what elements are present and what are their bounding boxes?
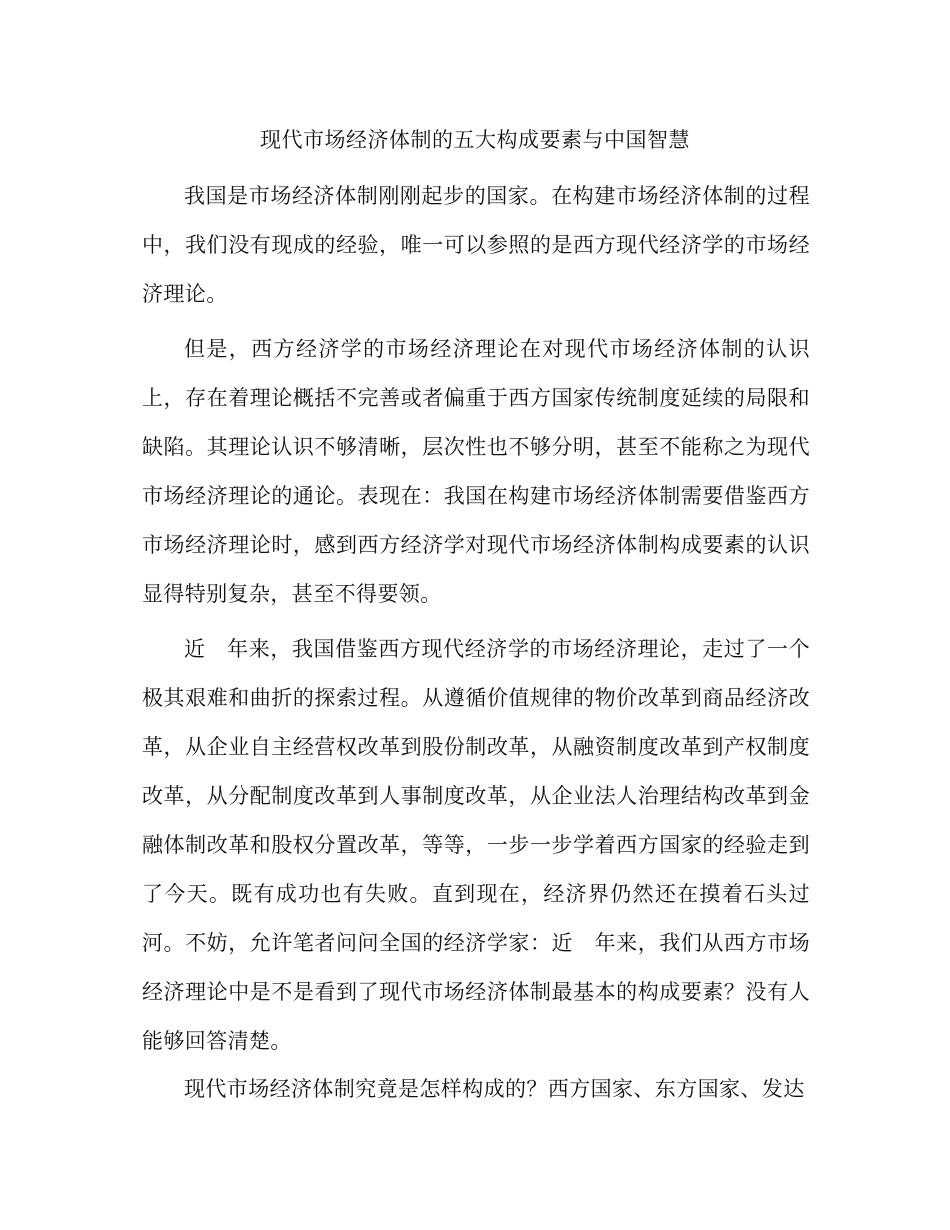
paragraph-3: 近 年来，我国借鉴西方现代经济学的市场经济理论，走过了一个极其艰难和曲折的探索过程。从遵循价值规律的物价改革到商品经济改革，从企业自主经营权改革到股份制改革，从融资制度改革到产权制度改革，从分配制度改革到人事制度改革，从企业法人治理结构改革到金融体制改革和股权分置改革，等等，一步一步学着西方国家的经验走到了今天。既有成功也有失败。直到现在，经济界仍然还在摸着石头过河。不妨，允许笔者问问全国的经济学家：近 年来，我们从西方市场经济理论中是不是看到了现代市场经济体制最基本的构成要素？没有人能够回答清楚。 [142,637,810,1053]
paragraph-2: 但是，西方经济学的市场经济理论在对现代市场经济体制的认识上，存在着理论概括不完善或者偏重于西方国家传统制度延续的局限和缺陷。其理论认识不够清晰，层次性也不够分明，甚至不能称之为现代市场经济理论的通论。表现在：我国在构建市场经济体制需要借鉴西方市场经济理论时，感到西方经济学对现代市场经济体制构成要素的认识显得特别复杂，甚至不得要领。 [142,337,810,606]
paragraph-4: 现代市场经济体制究竟是怎样构成的？西方国家、东方国家、发达 [184,1077,805,1101]
document-title: 现代市场经济体制的五大构成要素与中国智慧 [260,128,690,152]
paragraph-1: 我国是市场经济体制刚刚起步的国家。在构建市场经济体制的过程中，我们没有现成的经验，唯一可以参照的是西方现代经济学的市场经济理论。 [142,184,810,306]
